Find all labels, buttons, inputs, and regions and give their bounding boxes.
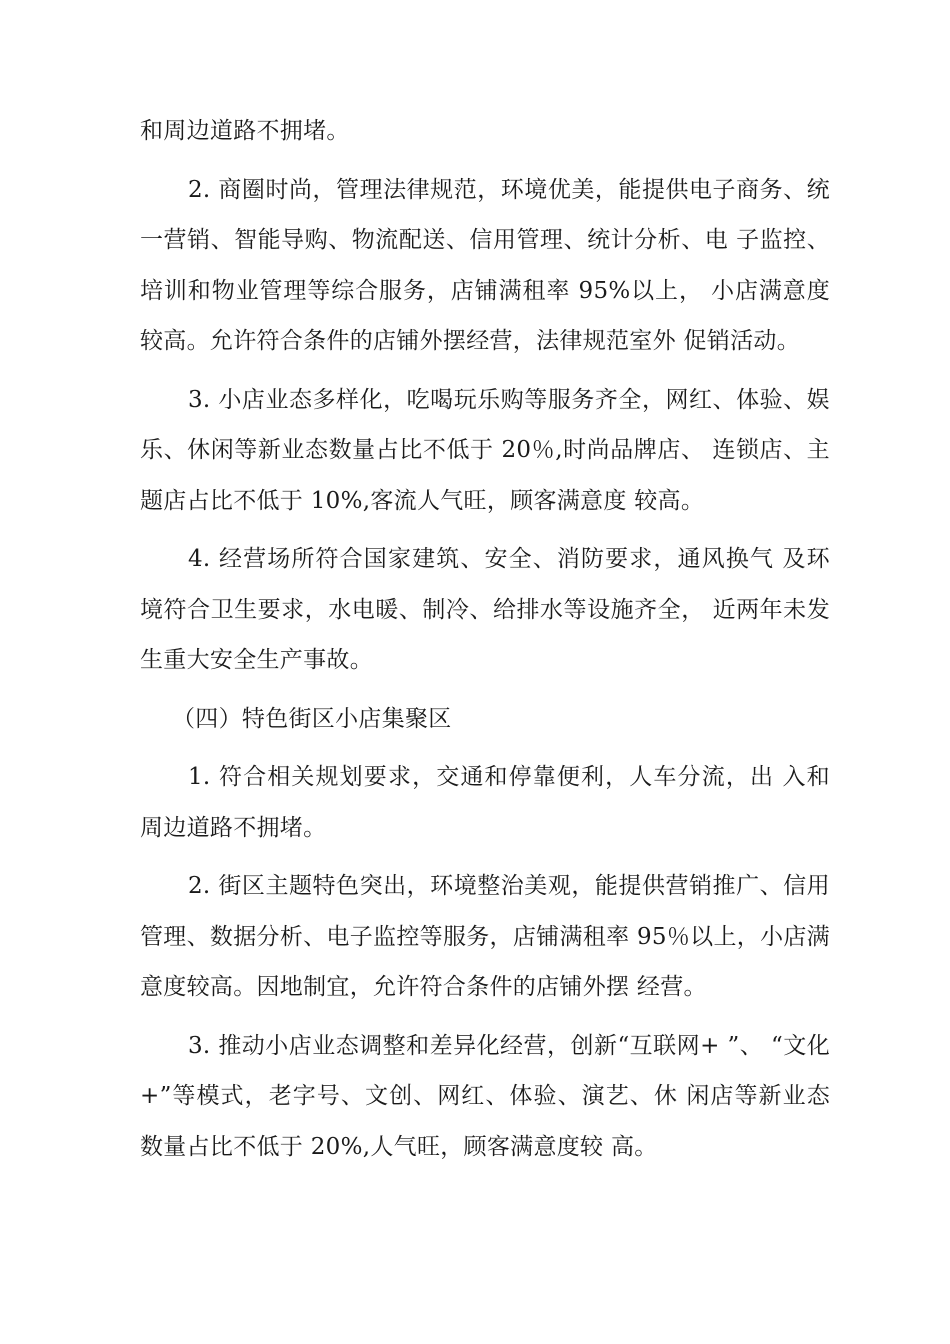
- section-heading-four: （四）特色街区小店集聚区: [172, 705, 452, 732]
- list-item-3-store-formats: 3. 小店业态多样化，吃喝玩乐购等服务齐全，网红、体验、娱乐、休闲等新业态数量占比不低于 20％,时尚品牌店、 连锁店、主题店占比不低于 10%,客流人气旺，顾客满意度 较高。: [140, 386, 830, 514]
- list-item-1-planning: 1. 符合相关规划要求，交通和停靠便利，人车分流，出 入和周边道路不拥堵。: [140, 764, 830, 841]
- continuation-paragraph: 和周边道路不拥堵。: [140, 118, 350, 144]
- list-item-2-street-theme: 2. 街区主题特色突出，环境整治美观，能提供营销推广、信用管理、数据分析、电子监控等服务，店铺满租率 95％以上，小店满意度较高。因地制宜，允许符合条件的店铺外摆 经营。: [140, 873, 830, 1000]
- list-item-3-differentiation: 3. 推动小店业态调整和差异化经营，创新“互联网+ ”、 “文化+”等模式，老字号、文创、网红、体验、演艺、休 闲店等新业态数量占比不低于 20%,人气旺，顾客满意度较 高。: [140, 1032, 830, 1160]
- list-item-2-business-district: 2. 商圈时尚，管理法律规范，环境优美，能提供电子商务、统一营销、智能导购、物流配送、信用管理、统计分析、电 子监控、培训和物业管理等综合服务，店铺满租率 95%以上， 小店满意度较高。允许符合条件的店铺外摆经营，法律规范室外 促销活动。: [140, 176, 830, 354]
- list-item-4-premises-safety: 4. 经营场所符合国家建筑、安全、消防要求，通风换气 及环境符合卫生要求，水电暖、制冷、给排水等设施齐全， 近两年未发生重大安全生产事故。: [140, 546, 830, 673]
- document-page: [140, 106, 830, 1180]
